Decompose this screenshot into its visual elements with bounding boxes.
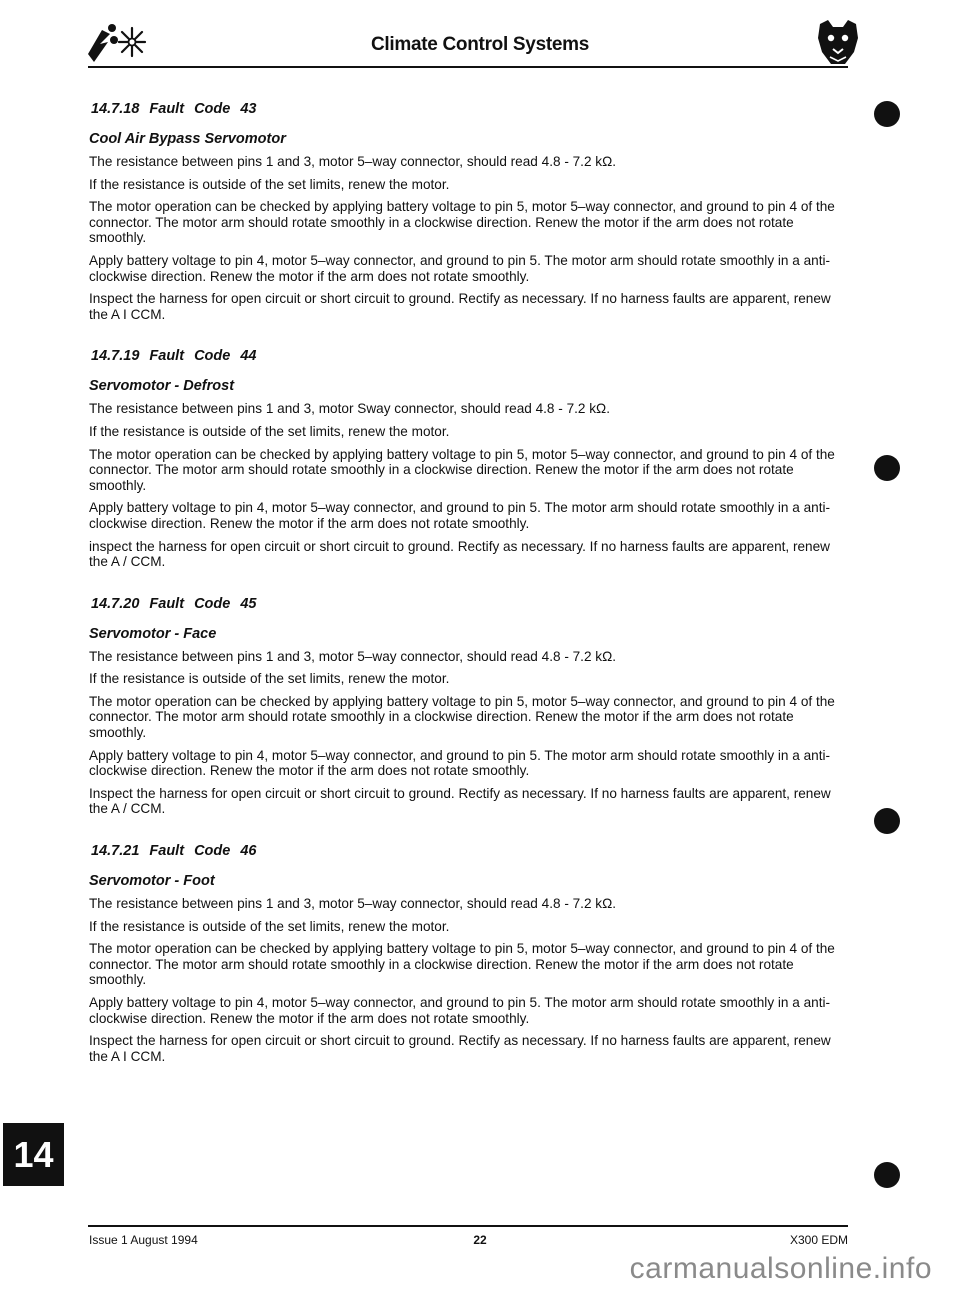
footer-rule <box>88 1225 848 1227</box>
section-title: Servomotor - Foot <box>89 873 215 890</box>
margin-bullet-icon <box>874 808 900 834</box>
paragraph: Apply battery voltage to pin 4, motor 5–way connector, and ground to pin 5. The motor arm should rotate smoothly in a anti-clockwise direction. Renew the motor if the arm does not rotate smoothly. <box>89 500 831 531</box>
section-heading: 14.7.18 Fault Code 43 <box>91 101 257 117</box>
paragraph: The motor operation can be checked by applying battery voltage to pin 5, motor 5–way connector, and ground to pin 4 of the connector. The motor arm should rotate smoothly in a clockwise direction. Renew the motor if the arm does not rotate smoothly. <box>89 199 835 246</box>
watermark: carmanualsonline.info <box>629 1252 932 1285</box>
section-title: Servomotor - Face <box>89 625 217 642</box>
margin-bullet-icon <box>874 1162 900 1188</box>
footer-issue: Issue 1 August 1994 <box>89 1233 198 1247</box>
paragraph: The motor operation can be checked by applying battery voltage to pin 5, motor 5–way connector, and ground to pin 4 of the connector. The motor arm should rotate smoothly in a clockwise direction. Renew the motor if the arm does not rotate smoothly. <box>89 941 835 988</box>
paragraph: If the resistance is outside of the set limits, renew the motor. <box>89 423 450 439</box>
header-rule <box>88 66 848 68</box>
paragraph: Apply battery voltage to pin 4, motor 5–way connector, and ground to pin 5. The motor arm should rotate smoothly in a anti-clockwise direction. Renew the motor if the arm does not rotate smoothly. <box>89 747 831 779</box>
paragraph: Inspect the harness for open circuit or short circuit to ground. Rectify as necessary. If no harness faults are apparent, renew the A / CCM. <box>89 785 831 817</box>
paragraph: The resistance between pins 1 and 3, motor 5–way connector, should read 4.8 - 7.2 kΩ. <box>89 896 617 912</box>
section-title: Cool Air Bypass Servomotor <box>89 131 286 147</box>
paragraph: Apply battery voltage to pin 4, motor 5–way connector, and ground to pin 5. The motor arm should rotate smoothly in a anti-clockwise direction. Renew the motor if the arm does not rotate smoothly. <box>89 252 831 284</box>
section-heading: 14.7.20 Fault Code 45 <box>91 595 257 612</box>
section-title: Servomotor - Defrost <box>89 378 235 395</box>
paragraph: If the resistance is outside of the set limits, renew the motor. <box>89 176 450 192</box>
paragraph: The motor operation can be checked by applying battery voltage to pin 5, motor 5–way connector, and ground to pin 4 of the connector. The motor arm should rotate smoothly in a clockwise direction. Renew the motor if the arm does not rotate smoothly. <box>89 446 835 493</box>
section-heading: 14.7.21 Fault Code 46 <box>91 843 257 860</box>
chapter-tab: 14 <box>3 1123 64 1186</box>
footer-page-number: 22 <box>473 1233 487 1247</box>
paragraph: If the resistance is outside of the set limits, renew the motor. <box>89 918 450 934</box>
paragraph: inspect the harness for open circuit or short circuit to ground. Rectify as necessary. If no harness faults are apparent, renew the A / CCM. <box>89 538 830 570</box>
section-heading: 14.7.19 Fault Code 44 <box>91 348 257 365</box>
jaguar-head-logo <box>815 18 861 68</box>
paragraph: The resistance between pins 1 and 3, motor 5–way connector, should read 4.8 - 7.2 kΩ. <box>89 154 617 169</box>
document-body <box>89 101 849 1090</box>
paragraph: If the resistance is outside of the set limits, renew the motor. <box>89 671 450 687</box>
paragraph: Inspect the harness for open circuit or short circuit to ground. Rectify as necessary. If no harness faults are apparent, renew the A I CCM. <box>89 291 831 322</box>
paragraph: Apply battery voltage to pin 4, motor 5–way connector, and ground to pin 5. The motor arm should rotate smoothly in a anti-clockwise direction. Renew the motor if the arm does not rotate smoothly. <box>89 995 831 1026</box>
section-fault-code-46 <box>89 843 849 1064</box>
section-fault-code-44 <box>89 348 849 569</box>
paragraph: The resistance between pins 1 and 3, motor Sway connector, should read 4.8 - 7.2 kΩ. <box>89 401 610 417</box>
margin-bullet-icon <box>874 101 900 127</box>
paragraph: The resistance between pins 1 and 3, motor 5–way connector, should read 4.8 - 7.2 kΩ. <box>89 648 617 664</box>
paragraph: Inspect the harness for open circuit or short circuit to ground. Rectify as necessary. If no harness faults are apparent, renew the A I CCM. <box>89 1033 831 1064</box>
section-fault-code-43 <box>89 101 849 322</box>
section-fault-code-45 <box>89 596 849 817</box>
page-header-title: Climate Control Systems <box>371 34 589 55</box>
paragraph: The motor operation can be checked by applying battery voltage to pin 5, motor 5–way connector, and ground to pin 4 of the connector. The motor arm should rotate smoothly in a clockwise direction. Renew the motor if the arm does not rotate smoothly. <box>89 693 835 741</box>
margin-bullet-icon <box>874 455 900 481</box>
footer-document-id: X300 EDM <box>789 1233 848 1247</box>
